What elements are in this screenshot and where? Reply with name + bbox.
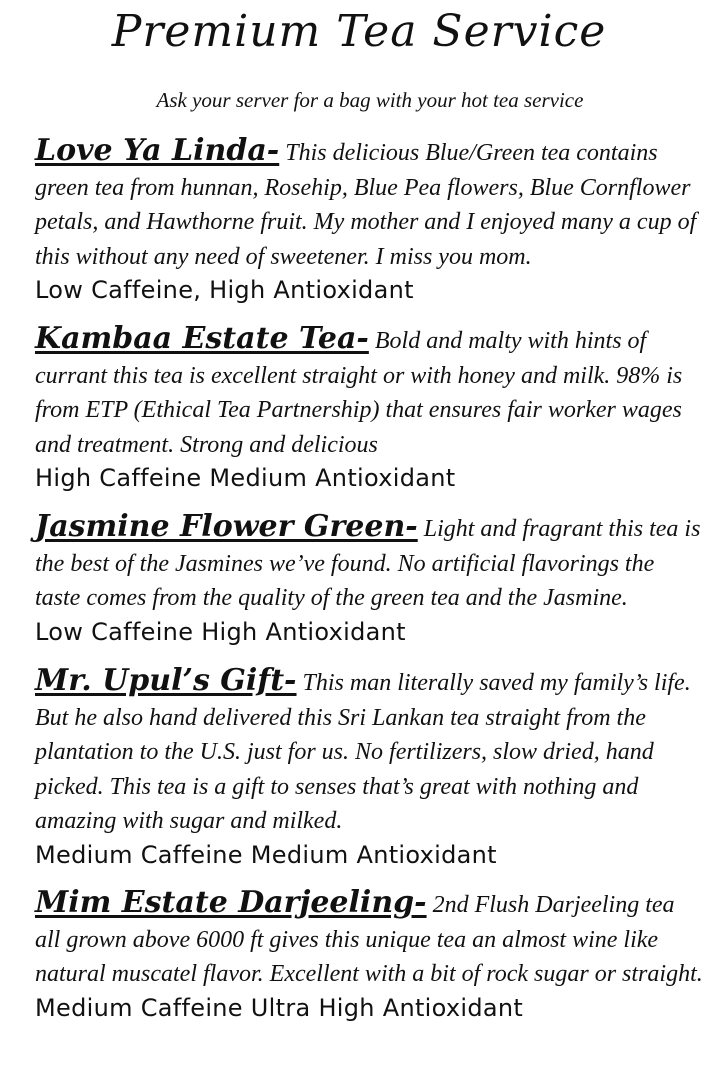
- tea-entry-love-ya-linda: [35, 134, 703, 306]
- tea-entry-kambaa-estate: [35, 322, 703, 494]
- tea-name: Mr. Upul’s Gift-: [35, 663, 297, 698]
- tea-caffeine-level: Medium Caffeine Medium Antioxidant: [35, 840, 497, 869]
- tea-entry-mr-upuls-gift: [35, 664, 703, 871]
- tea-description: Light and fragrant this tea is the best of the Jasmines we’ve found. No artificial flavorings the taste comes from the quality of the green tea and the Jasmine.: [35, 516, 701, 611]
- tea-description: Bold and malty with hints of currant this tea is excellent straight or with honey and milk. 98% is from ETP (Ethical Tea Partnership) that ensures fair worker wages and treatment. Strong and delicious: [35, 328, 683, 458]
- tea-description: This man literally saved my family’s life. But he also hand delivered this Sri Lankan tea straight from the plantation to the U.S. just for us. No fertilizers, slow dried, hand picked. This tea is a gift to senses that’s great with nothing and amazing with sugar and milked.: [35, 670, 691, 834]
- tea-name: Kambaa Estate Tea-: [35, 321, 369, 356]
- page-title: Premium Tea Service: [111, 6, 607, 57]
- tea-name: Love Ya Linda-: [35, 133, 280, 168]
- tea-entry-jasmine-flower-green: [35, 510, 703, 648]
- tea-caffeine-level: Medium Caffeine Ultra High Antioxidant: [35, 993, 524, 1022]
- tea-caffeine-level: Low Caffeine, High Antioxidant: [35, 276, 414, 304]
- tea-name: Jasmine Flower Green-: [35, 509, 418, 544]
- tea-description: 2nd Flush Darjeeling tea all grown above 6000 ft gives this unique tea an almost wine like natural muscatel flavor. Excellent with a bit of rock sugar or straight.: [35, 892, 703, 987]
- tea-description: This delicious Blue/Green tea contains green tea from hunnan, Rosehip, Blue Pea flowers, Blue Cornflower petals, and Hawthorne fruit. My mother and I enjoyed many a cup of this without any need of sweetener. I miss you mom.: [35, 140, 697, 270]
- tea-name: Mim Estate Darjeeling-: [35, 885, 427, 920]
- tea-caffeine-level: High Caffeine Medium Antioxidant: [35, 464, 456, 492]
- page-subtitle: Ask your server for a bag with your hot tea service: [156, 88, 584, 112]
- tea-entry-mim-estate-darjeeling: [35, 886, 703, 1024]
- tea-caffeine-level: Low Caffeine High Antioxidant: [35, 617, 406, 646]
